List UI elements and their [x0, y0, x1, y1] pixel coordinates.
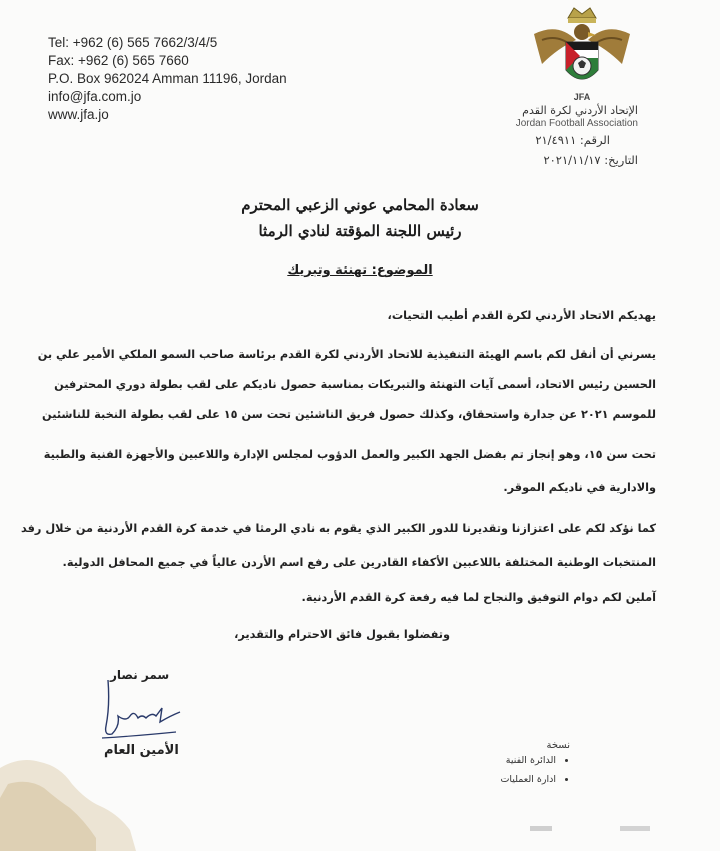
addressee-line-2: رئيس اللجنة المؤقتة لنادي الرمثا	[258, 222, 462, 240]
reference-number: الرقم: ٢١/٤٩١١	[535, 133, 610, 147]
copies-list	[500, 740, 570, 793]
paragraph-1-line-3: للموسم ٢٠٢١ عن جدارة واستحقاق، وكذلك حصول فريق الناشئين تحت سن ١٥ على لقب بطولة النخبة للناشئين	[42, 408, 656, 421]
logo-text: JFA	[573, 92, 591, 102]
org-name-arabic: الإتحاد الأردني لكرة القدم	[522, 104, 638, 117]
footer-sponsor-logos	[520, 818, 680, 838]
subject-text: الموضوع: تهنئة وتبريك	[287, 263, 433, 278]
letter-date: التاريخ: ٢٠٢١/١١/١٧	[543, 153, 638, 167]
paragraph-2-line-1: كما نؤكد لكم على اعتزازنا وتقديرنا للدور الكبير الذي يقوم به نادي الرمثا في خدمة كرة القدم الأردنية من خلال رفد	[21, 522, 656, 535]
closing-line: وتفضلوا بقبول فائق الاحترام والتقدير،	[234, 628, 450, 641]
greeting: يهديكم الاتحاد الأردني لكرة القدم أطيب التحيات،	[387, 309, 656, 322]
contact-block	[48, 34, 287, 124]
addressee-line-1: سعادة المحامي عوني الزعبي المحترم	[241, 196, 479, 214]
jfa-eagle-logo	[528, 4, 636, 104]
org-name-english: Jordan Football Association	[515, 118, 638, 129]
contact-tel: Tel: +962 (6) 565 7662/3/4/5	[48, 35, 218, 50]
handwritten-signature	[96, 676, 186, 750]
paragraph-2-line-2: المنتخبات الوطنية المختلفة باللاعبين الأكفاء القادرين على رفع اسم الأردن عالياً في جميع المحافل الدولية.	[62, 556, 656, 569]
contact-fax: Fax: +962 (6) 565 7660	[48, 53, 189, 68]
org-name-block	[516, 104, 638, 130]
paragraph-1-line-2: الحسين رئيس الاتحاد، أسمى آيات التهنئة والتبريكات بمناسبة حصول ناديكم على لقب بطولة دوري المحترفين	[54, 378, 656, 391]
paragraph-1-line-5: والادارية في ناديكم الموقر.	[503, 481, 656, 494]
contact-email: info@jfa.com.jo	[48, 89, 142, 104]
paragraph-1-line-1: يسرني أن أنقل لكم باسم الهيئة التنفيذية للاتحاد الأردني لكرة القدم برئاسة صاحب السمو الملكي الأمير علي بن	[37, 348, 656, 361]
paragraph-3: آملين لكم دوام التوفيق والنجاح لما فيه رفعة كرة القدم الأردنية.	[301, 591, 656, 604]
contact-web: www.jfa.jo	[48, 107, 109, 122]
subject-line	[0, 263, 720, 278]
contact-po-box: P.O. Box 962024 Amman 11196, Jordan	[48, 71, 287, 86]
copies-heading: نسخة	[546, 740, 570, 751]
jordan-map-watermark	[0, 748, 140, 851]
copy-item: • ادارة العمليات	[500, 774, 556, 785]
copy-item: • الدائرة الفنية	[500, 755, 556, 766]
paragraph-1-line-4: تحت سن ١٥، وهو إنجاز تم بفضل الجهد الكبير والعمل الدؤوب لمجلس الإدارة واللاعبين والأجهزة الفنية والطبية	[43, 448, 656, 461]
signatory-title: الأمين العام	[104, 743, 179, 758]
signatory-name: سمر نصار	[110, 668, 170, 682]
